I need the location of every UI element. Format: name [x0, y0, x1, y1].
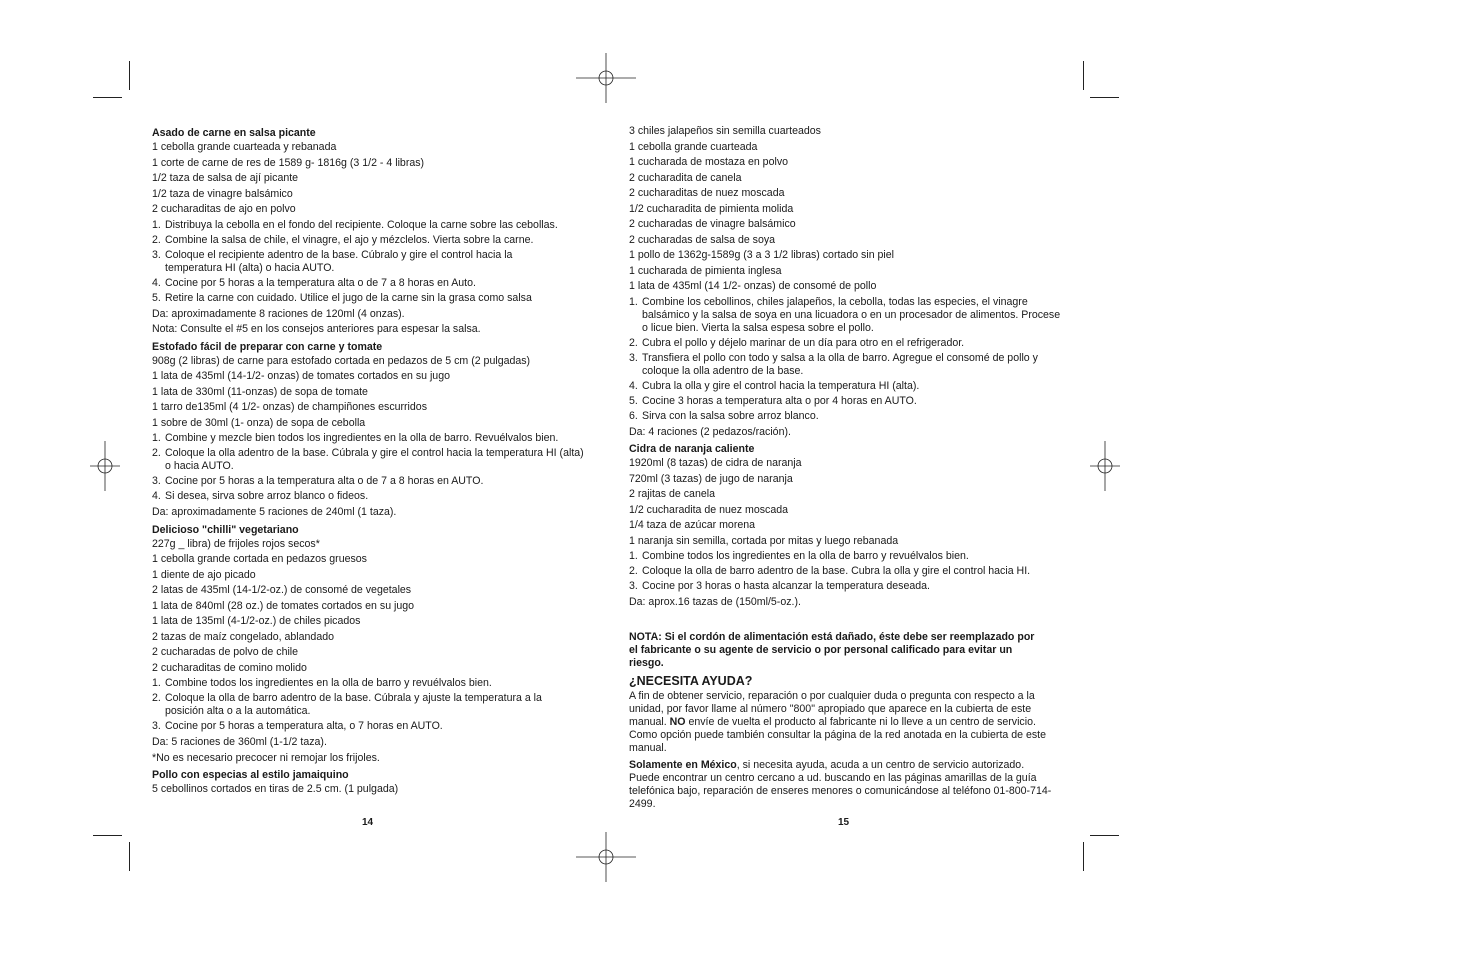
ingredient-line: 1 lata de 435ml (14-1/2- onzas) de tomates cortados en su jugo	[152, 370, 450, 382]
instruction-step: 5. Retire la carne con cuidado. Utilice el jugo de la carne sin la grasa como salsa	[152, 291, 532, 304]
ingredient-line: 2 latas de 435ml (14-1/2-oz.) de consomé de vegetales	[152, 584, 412, 596]
instruction-step: 6. Sirva con la salsa sobre arroz blanco.	[629, 409, 819, 422]
ingredient-line: 1 naranja sin semilla, cortada por mitas y luego rebanada	[629, 534, 899, 547]
instruction-step: 3. Cocine por 3 horas o hasta alcanzar la temperatura deseada.	[629, 580, 930, 592]
ingredient-line: 2 cucharadas de salsa de soya	[629, 233, 776, 246]
instruction-step: 4. Cocine por 5 horas a la temperatura alta o de 7 a 8 horas en Auto.	[152, 276, 476, 289]
ingredient-line: 1 lata de 435ml (14 1/2- onzas) de consomé de pollo	[629, 280, 877, 292]
registration-mark-icon	[576, 48, 636, 108]
instruction-step: 3. Cocine por 5 horas a la temperatura alta o de 7 a 8 horas en AUTO.	[152, 475, 484, 487]
recipe-title: Cidra de naranja caliente	[629, 443, 755, 455]
ingredient-line: 1 cebolla grande cuarteada y rebanada	[152, 141, 337, 153]
ingredient-line: 2 cucharaditas de comino molido	[152, 661, 307, 674]
yield-line: Da: 5 raciones de 360ml (1-1/2 taza).	[152, 736, 327, 748]
ingredient-line: 1/4 taza de azúcar morena	[629, 519, 756, 531]
instruction-step: 3. Transfiera el pollo con todo y salsa a la olla de barro. Agregue el consomé de pollo y coloque la olla adentro de la base.	[629, 351, 1038, 377]
instruction-step: 2. Coloque la olla de barro adentro de la base. Cúbrala y ajuste la temperatura a la posición alta o a la automática.	[152, 692, 542, 717]
ingredient-line: 1 corte de carne de res de 1589 g- 1816g (3 1/2 - 4 libras)	[152, 156, 425, 169]
ingredient-line: 1 pollo de 1362g-1589g (3 a 3 1/2 libras) cortado sin piel	[629, 249, 895, 261]
page-number: 14	[362, 817, 374, 828]
crop-mark	[1090, 97, 1119, 98]
crop-mark	[1083, 842, 1084, 871]
ingredient-line: 908g (2 libras) de carne para estofado cortada en pedazos de 5 cm (2 pulgadas)	[152, 354, 531, 367]
instruction-step: 1. Distribuya la cebolla en el fondo del recipiente. Coloque la carne sobre las cebollas.	[152, 218, 558, 231]
registration-mark-icon	[86, 436, 126, 496]
ingredient-line: 3 chiles jalapeños sin semilla cuarteados	[629, 125, 821, 137]
right-page-column	[629, 124, 1059, 815]
instruction-step: 4. Cubra la olla y gire el control hacia la temperatura HI (alta).	[629, 379, 920, 392]
instruction-step: 2. Combine la salsa de chile, el vinagre, el ajo y mézclelos. Vierta sobre la carne.	[152, 233, 534, 246]
crop-mark	[1090, 835, 1119, 836]
recipe-title: Asado de carne en salsa picante	[152, 127, 316, 139]
recipe-title: Pollo con especias al estilo jamaiquino	[152, 769, 349, 781]
crop-mark	[1083, 61, 1084, 90]
ingredient-line: 2 tazas de maíz congelado, ablandado	[152, 630, 334, 643]
ingredient-line: 1 cucharada de pimienta inglesa	[629, 264, 782, 277]
registration-mark-icon	[1086, 436, 1126, 496]
help-paragraph: A fin de obtener servicio, reparación o por cualquier duda o pregunta con respecto a la unidad, por favor llame al número "800" apropiado que aparece en la cubierta de este manual. NO envíe de vuelta el producto al fabricante ni lo lleve a un centro de servicio. Como opción puede también consultar la página de la red anotada en la cubierta de este manual.	[629, 689, 1046, 754]
note-line: *No es necesario precocer ni remojar los frijoles.	[152, 751, 380, 764]
crop-mark	[93, 97, 122, 98]
instruction-step: 2. Cubra el pollo y déjelo marinar de un día para otro en el refrigerador.	[629, 336, 965, 349]
instruction-step: 2. Coloque la olla de barro adentro de la base. Cubra la olla y gire el control hacia HI.	[629, 565, 1031, 577]
ingredient-line: 5 cebollinos cortados en tiras de 2.5 cm. (1 pulgada)	[152, 783, 399, 795]
instruction-step: 3. Cocine por 5 horas a temperatura alta, o 7 horas en AUTO.	[152, 720, 443, 732]
ingredient-line: 1 lata de 135ml (4-1/2-oz.) de chiles picados	[152, 615, 361, 627]
recipe-title: Delicioso "chilli" vegetariano	[152, 523, 299, 536]
ingredient-line: 1 tarro de135ml (4 1/2- onzas) de champiñones escurridos	[152, 401, 427, 413]
instruction-step: 2. Coloque la olla adentro de la base. Cúbrala y gire el control hacia la temperatura HI (alta) o hacia AUTO.	[152, 447, 584, 472]
registration-mark-icon	[576, 827, 636, 887]
instruction-step: 1. Combine todos los ingredientes en la olla de barro y revuélvalos bien.	[629, 550, 969, 562]
ingredient-line: 2 cucharadas de polvo de chile	[152, 646, 299, 658]
safety-note: NOTA: Si el cordón de alimentación está dañado, éste debe ser reemplazado por el fabricante o su agente de servicio o por personal calificado para evitar un riesgo.	[629, 630, 1035, 669]
ingredient-line: 1 cebolla grande cuarteada	[629, 140, 758, 153]
yield-line: Da: 4 raciones (2 pedazos/ración).	[629, 425, 791, 438]
ingredient-line: 2 cucharaditas de nuez moscada	[629, 187, 785, 199]
ingredient-line: 2 cucharaditas de ajo en polvo	[152, 203, 296, 215]
instruction-step: 1. Combine y mezcle bien todos los ingredientes en la olla de barro. Revuélvalos bien.	[152, 432, 559, 444]
instruction-step: 5. Cocine 3 horas a temperatura alta o por 4 horas en AUTO.	[629, 394, 917, 407]
ingredient-line: 2 rajitas de canela	[629, 488, 715, 500]
ingredient-line: 2 cucharadas de vinagre balsámico	[629, 218, 796, 230]
yield-line: Da: aproximadamente 5 raciones de 240ml (1 taza).	[152, 506, 397, 518]
crop-mark	[129, 61, 130, 90]
instruction-step: 4. Si desea, sirva sobre arroz blanco o fideos.	[152, 490, 369, 502]
yield-line: Da: aproximadamente 8 raciones de 120ml (4 onzas).	[152, 307, 405, 320]
recipe-title: Estofado fácil de preparar con carne y tomate	[152, 340, 383, 353]
yield-line: Da: aprox.16 tazas de (150ml/5-oz.).	[629, 596, 801, 608]
mexico-paragraph: Solamente en México, si necesita ayuda, acuda a un centro de servicio autorizado. Puede encontrar un centro cercano a ud. buscando en las páginas amarillas de la guía telefónica bajo, reparación de enseres menores o comunicándose al teléfono 01-800-714-2499.	[629, 758, 1052, 810]
page-number: 15	[838, 817, 850, 828]
ingredient-line: 720ml (3 tazas) de jugo de naranja	[629, 472, 793, 485]
crop-mark	[129, 842, 130, 871]
ingredient-line: 1 diente de ajo picado	[152, 568, 256, 581]
ingredient-line: 1 cucharada de mostaza en polvo	[629, 156, 789, 168]
ingredient-line: 1920ml (8 tazas) de cidra de naranja	[629, 457, 802, 469]
left-page-column	[152, 124, 582, 798]
ingredient-line: 1 lata de 840ml (28 oz.) de tomates cortados en su jugo	[152, 599, 415, 612]
ingredient-line: 1/2 cucharadita de pimienta molida	[629, 202, 794, 215]
crop-mark	[93, 835, 122, 836]
note-line: Nota: Consulte el #5 en los consejos anteriores para espesar la salsa.	[152, 323, 481, 335]
ingredient-line: 1 lata de 330ml (11-onzas) de sopa de tomate	[152, 385, 368, 398]
instruction-step: 1. Combine los cebollinos, chiles jalapeños, la cebolla, todas las especies, el vinagre balsámico y la salsa de soya en una licuadora o en un procesador de alimentos. Procese o licue bien. Vierta la salsa espesa sobre el pollo.	[629, 295, 1061, 334]
ingredient-line: 2 cucharadita de canela	[629, 171, 742, 184]
ingredient-line: 1 sobre de 30ml (1- onza) de sopa de cebolla	[152, 416, 366, 429]
help-heading: ¿NECESITA AYUDA?	[629, 673, 753, 688]
ingredient-line: 1/2 taza de vinagre balsámico	[152, 187, 293, 200]
ingredient-line: 1 cebolla grande cortada en pedazos gruesos	[152, 553, 367, 565]
ingredient-line: 1/2 taza de salsa de ají picante	[152, 172, 299, 184]
ingredient-line: 1/2 cucharadita de nuez moscada	[629, 503, 789, 516]
ingredient-line: 227g _ libra) de frijoles rojos secos*	[152, 537, 320, 550]
instruction-step: 3. Coloque el recipiente adentro de la base. Cúbralo y gire el control hacia la temperatura HI (alta) o hacia AUTO.	[152, 248, 513, 274]
instruction-step: 1. Combine todos los ingredientes en la olla de barro y revuélvalos bien.	[152, 677, 492, 689]
